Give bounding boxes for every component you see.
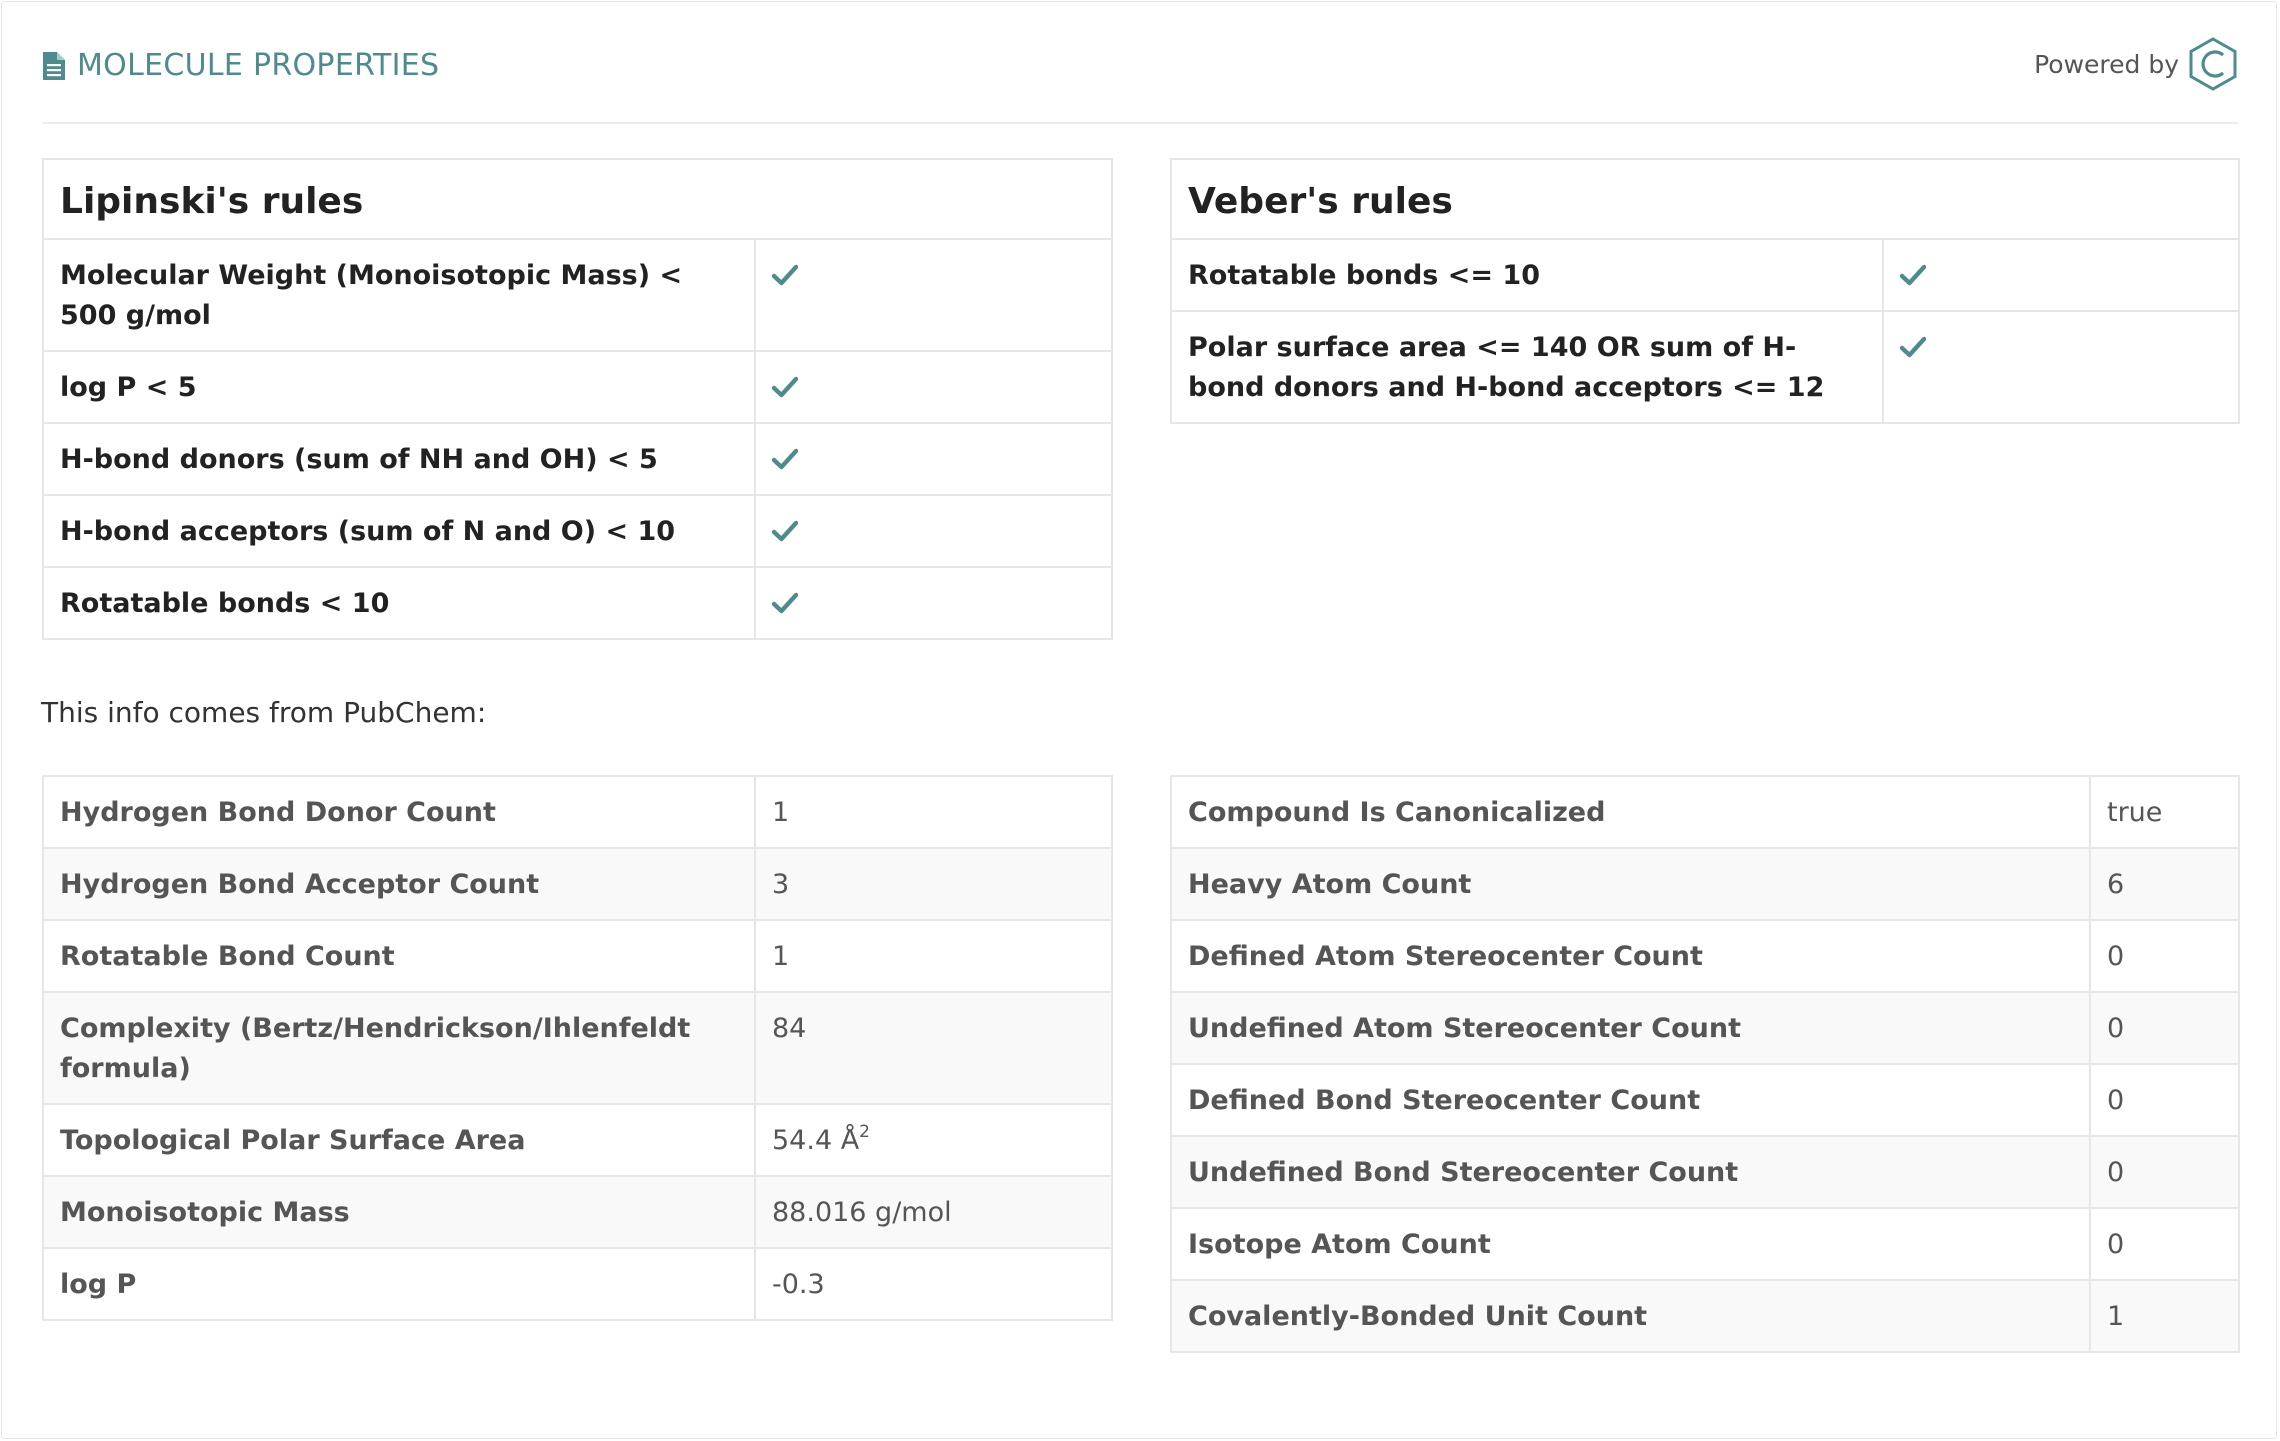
table-row	[43, 920, 1112, 992]
table-row	[43, 992, 1112, 1104]
property-label: Defined Atom Stereocenter Count	[1171, 920, 2090, 992]
rule-status	[755, 567, 1112, 639]
page-title: MOLECULE PROPERTIES	[77, 48, 440, 83]
table-row	[1171, 1136, 2239, 1208]
hexagon-logo-icon	[2187, 36, 2239, 92]
table-row	[43, 1248, 1112, 1320]
property-value-text: 6	[2107, 869, 2125, 900]
rule-status	[1883, 239, 2239, 311]
property-label: Compound Is Canonicalized	[1171, 776, 2090, 848]
table-row	[1171, 776, 2239, 848]
panel-title-group	[43, 48, 439, 83]
table-row	[1171, 1280, 2239, 1352]
rule-label: H-bond acceptors (sum of N and O) < 10	[43, 495, 755, 567]
powered-by-label: Powered by	[2034, 49, 2179, 79]
rule-label: H-bond donors (sum of NH and OH) < 5	[43, 423, 755, 495]
rule-row	[43, 351, 1112, 423]
property-label: Complexity (Bertz/Hendrickson/Ihlenfeldt formula)	[43, 992, 755, 1104]
checkmark-icon	[772, 592, 798, 614]
rule-label: log P < 5	[43, 351, 755, 423]
property-value-text: 54.4 Å	[772, 1125, 860, 1156]
property-label: Undefined Atom Stereocenter Count	[1171, 992, 2090, 1064]
lipinski-rules-table	[42, 158, 1113, 640]
table-row	[43, 776, 1112, 848]
property-value-text: 1	[772, 797, 790, 828]
rule-row	[43, 567, 1112, 639]
property-value	[755, 1248, 1112, 1320]
property-label: Hydrogen Bond Donor Count	[43, 776, 755, 848]
property-value	[2090, 1280, 2239, 1352]
property-value	[2090, 848, 2239, 920]
veber-rules-table	[1170, 158, 2240, 424]
unit-superscript: 2	[859, 1122, 870, 1142]
checkmark-icon	[1900, 264, 1926, 286]
property-value-text: 0	[2107, 1085, 2125, 1116]
table-row	[1171, 848, 2239, 920]
rule-row	[43, 239, 1112, 351]
table-row	[43, 1104, 1112, 1176]
powered-by[interactable]	[2034, 36, 2239, 92]
property-label: Defined Bond Stereocenter Count	[1171, 1064, 2090, 1136]
property-label: Monoisotopic Mass	[43, 1176, 755, 1248]
property-value	[2090, 992, 2239, 1064]
property-value-text: 0	[2107, 941, 2125, 972]
rule-label: Rotatable bonds <= 10	[1171, 239, 1883, 311]
checkmark-icon	[772, 448, 798, 470]
property-label: Hydrogen Bond Acceptor Count	[43, 848, 755, 920]
property-value-text: 84	[772, 1013, 807, 1044]
property-value	[755, 1176, 1112, 1248]
property-value	[755, 920, 1112, 992]
rule-status	[1883, 311, 2239, 423]
property-value	[2090, 1064, 2239, 1136]
property-value	[755, 776, 1112, 848]
rule-row	[43, 423, 1112, 495]
property-value	[755, 1104, 1112, 1176]
pubchem-properties-left-table	[42, 775, 1113, 1321]
rule-status	[755, 495, 1112, 567]
source-note: This info comes from PubChem:	[41, 696, 487, 729]
property-value	[2090, 1208, 2239, 1280]
checkmark-icon	[772, 520, 798, 542]
property-value	[2090, 920, 2239, 992]
table-row	[1171, 1208, 2239, 1280]
property-label: Isotope Atom Count	[1171, 1208, 2090, 1280]
veber-title: Veber's rules	[1171, 159, 2239, 239]
property-label: log P	[43, 1248, 755, 1320]
table-row	[1171, 992, 2239, 1064]
property-value-text: 0	[2107, 1157, 2125, 1188]
rule-status	[755, 239, 1112, 351]
property-value-text: true	[2107, 797, 2163, 828]
rule-status	[755, 351, 1112, 423]
checkmark-icon	[1900, 336, 1926, 358]
rule-label: Molecular Weight (Monoisotopic Mass) < 500 g/mol	[43, 239, 755, 351]
table-row	[43, 848, 1112, 920]
rule-row	[43, 495, 1112, 567]
rule-status	[755, 423, 1112, 495]
document-icon	[43, 52, 65, 80]
rule-row	[1171, 239, 2239, 311]
property-label: Covalently-Bonded Unit Count	[1171, 1280, 2090, 1352]
rule-label: Rotatable bonds < 10	[43, 567, 755, 639]
checkmark-icon	[772, 376, 798, 398]
property-value-text: 88.016 g/mol	[772, 1197, 952, 1228]
property-value	[2090, 1136, 2239, 1208]
property-label: Undefined Bond Stereocenter Count	[1171, 1136, 2090, 1208]
property-value-text: -0.3	[772, 1269, 825, 1300]
property-label: Heavy Atom Count	[1171, 848, 2090, 920]
property-label: Rotatable Bond Count	[43, 920, 755, 992]
lipinski-title-row	[43, 159, 1112, 239]
property-value	[755, 992, 1112, 1104]
property-value-text: 0	[2107, 1013, 2125, 1044]
property-value	[2090, 776, 2239, 848]
property-label: Topological Polar Surface Area	[43, 1104, 755, 1176]
panel-header	[43, 2, 2239, 124]
table-row	[43, 1176, 1112, 1248]
rule-row	[1171, 311, 2239, 423]
pubchem-properties-right-table	[1170, 775, 2240, 1353]
lipinski-title: Lipinski's rules	[43, 159, 1112, 239]
property-value-text: 1	[2107, 1301, 2125, 1332]
veber-title-row	[1171, 159, 2239, 239]
property-value-text: 1	[772, 941, 790, 972]
property-value-text: 0	[2107, 1229, 2125, 1260]
table-row	[1171, 920, 2239, 992]
property-value-text: 3	[772, 869, 790, 900]
table-row	[1171, 1064, 2239, 1136]
checkmark-icon	[772, 264, 798, 286]
property-value	[755, 848, 1112, 920]
rule-label: Polar surface area <= 140 OR sum of H-bond donors and H-bond acceptors <= 12	[1171, 311, 1883, 423]
